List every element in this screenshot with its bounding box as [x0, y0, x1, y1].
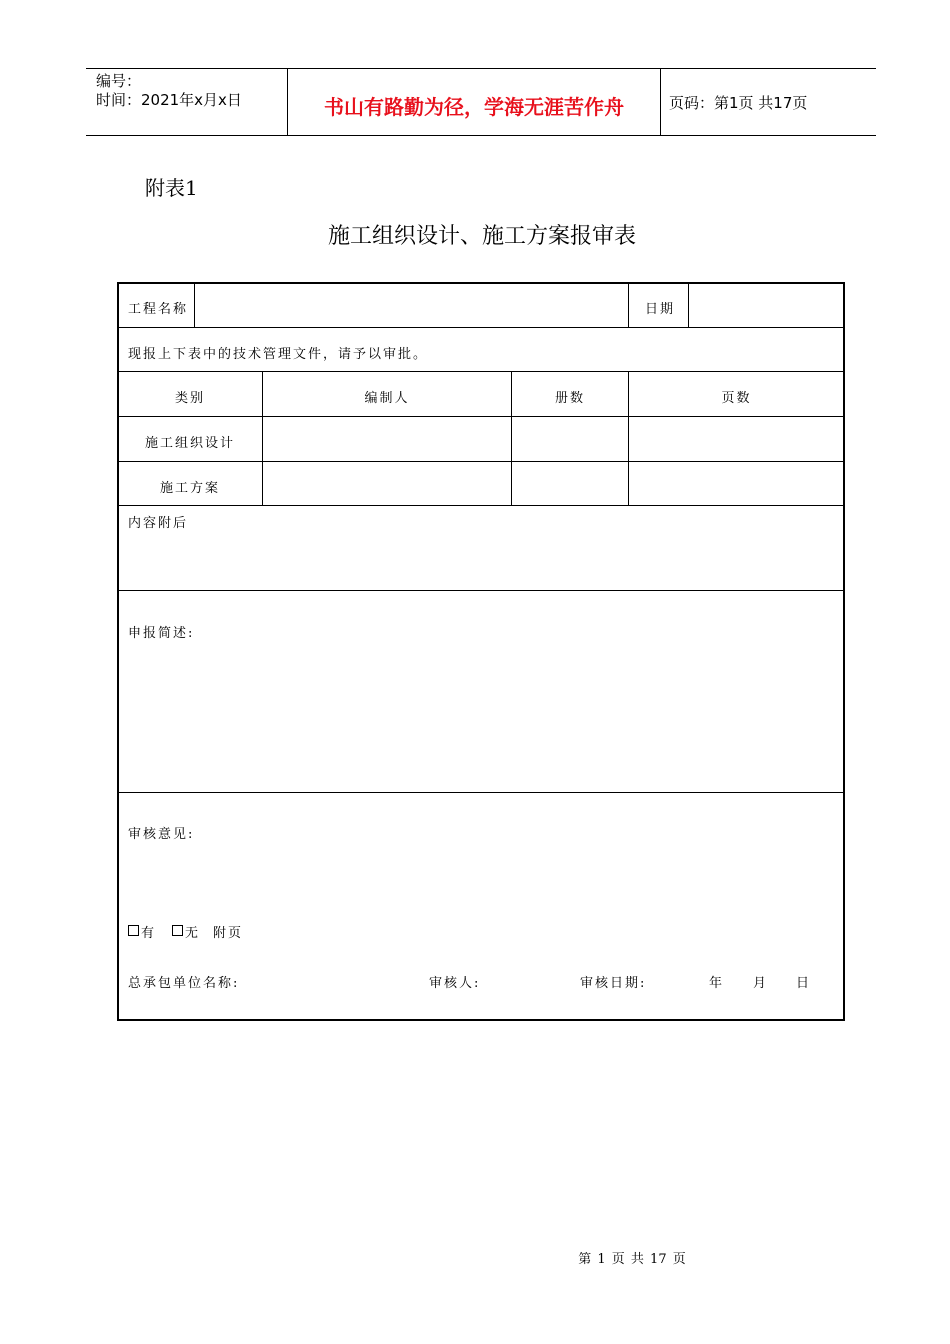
brief-description-area[interactable] [120, 645, 842, 785]
attached-page-label: 附页 [213, 926, 244, 941]
table-rule [688, 283, 689, 327]
review-opinion-label: 审核意见: [128, 827, 195, 842]
table-rule [194, 283, 195, 327]
header-bottom-rule [86, 135, 876, 136]
checkbox-yes-label: 有 [141, 926, 157, 941]
column-header-category: 类别 [174, 391, 205, 406]
project-name-field[interactable] [196, 284, 627, 326]
column-header-author: 编制人 [364, 391, 410, 406]
document-time-label: 时间：2021年x月x日 [96, 91, 242, 109]
volumes-field[interactable] [513, 418, 627, 460]
table-rule [118, 416, 844, 417]
header-divider [660, 68, 661, 136]
project-name-label: 工程名称 [128, 302, 189, 317]
checkbox-no[interactable] [172, 925, 183, 936]
column-header-volumes: 册数 [554, 391, 585, 406]
attached-content-label: 内容附后 [128, 516, 189, 531]
review-date-label: 审核日期: [580, 976, 647, 991]
date-label: 日期 [645, 302, 676, 317]
intro-text: 现报上下表中的技术管理文件，请予以审批。 [128, 347, 429, 362]
table-rule [118, 371, 844, 372]
pages-field[interactable] [630, 463, 843, 504]
page-title: 施工组织设计、施工方案报审表 [327, 224, 636, 249]
table-rule [118, 792, 844, 793]
author-field[interactable] [264, 418, 510, 460]
year-label: 年 [709, 976, 725, 991]
table-rule [118, 461, 844, 462]
reviewer-label: 审核人: [429, 976, 481, 991]
contractor-name-label: 总承包单位名称: [128, 976, 240, 991]
author-field[interactable] [264, 463, 510, 504]
pages-field[interactable] [630, 418, 843, 460]
appendix-label: 附表1 [145, 176, 198, 200]
page-footer: 第 1 页 共 17 页 [578, 1252, 686, 1267]
page-counter-label: 页码：第1页 共17页 [669, 94, 808, 112]
table-rule [118, 327, 844, 328]
document-number-label: 编号： [96, 72, 142, 90]
checkbox-yes[interactable] [128, 925, 139, 936]
month-label: 月 [753, 976, 769, 991]
table-rule [628, 283, 629, 327]
table-rule [118, 590, 844, 591]
date-field[interactable] [690, 284, 843, 326]
motto-text: 书山有路勤为径，学海无涯苦作舟 [324, 95, 624, 119]
brief-description-label: 申报简述: [128, 626, 195, 641]
review-opinion-area[interactable] [120, 845, 842, 915]
day-label: 日 [796, 976, 812, 991]
row-category-construction-org-design: 施工组织设计 [144, 436, 235, 451]
table-rule [118, 505, 844, 506]
header-top-rule [86, 68, 876, 69]
row-category-construction-plan: 施工方案 [159, 481, 220, 496]
checkbox-no-label: 无 [185, 926, 201, 941]
volumes-field[interactable] [513, 463, 627, 504]
column-header-pages: 页数 [721, 391, 752, 406]
